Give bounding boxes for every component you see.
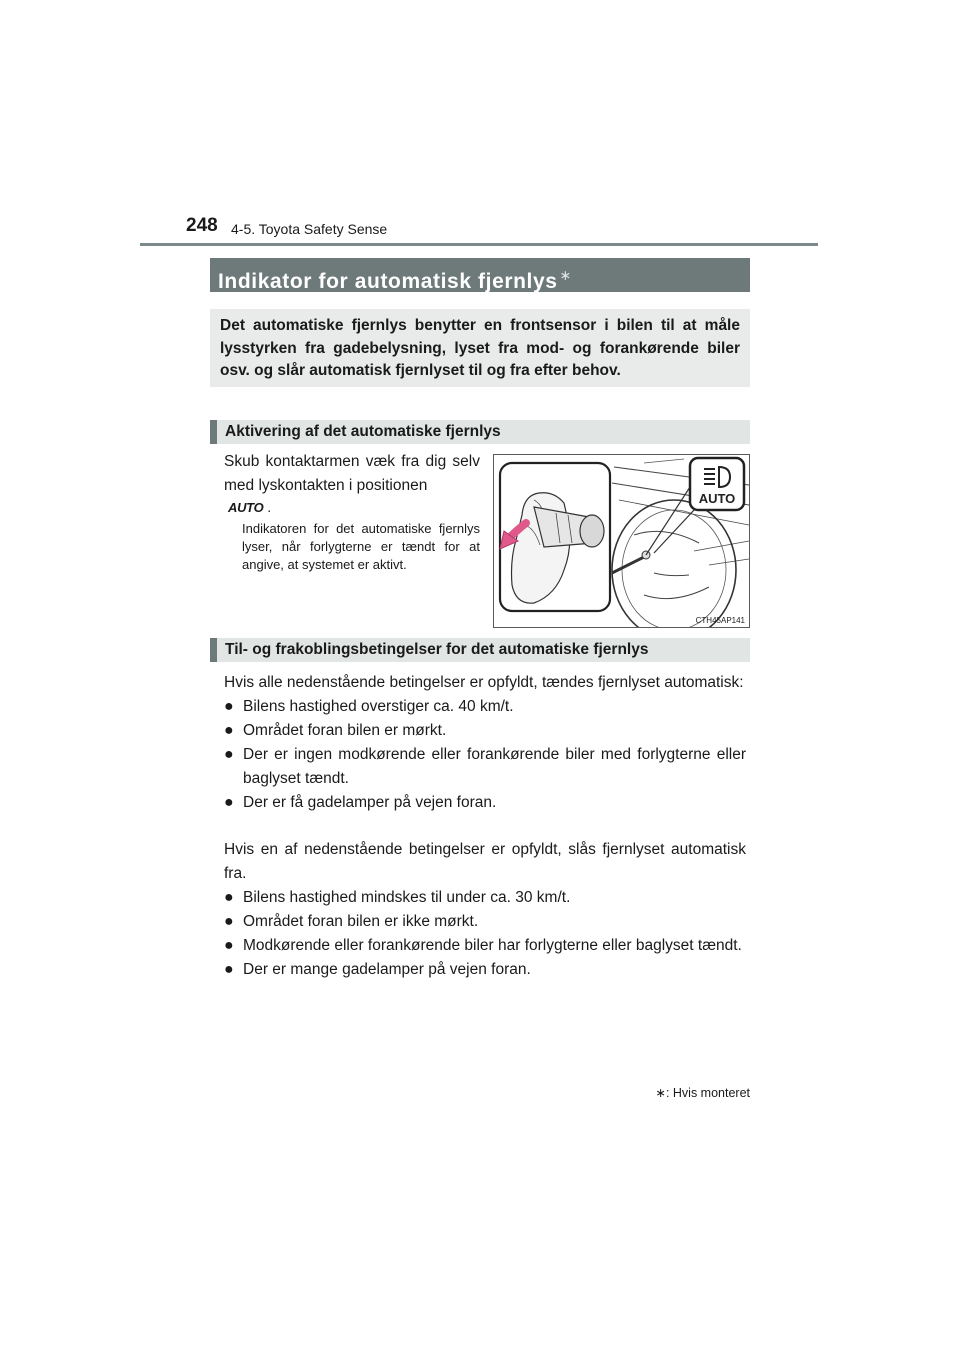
page-title-text: Indikator for automatisk fjernlys [218, 270, 558, 293]
list-item: ● Bilens hastighed mindskes til under ca. 30 km/t. [224, 886, 746, 910]
activation-step: Skub kontaktarmen væk fra dig selv med lyskontakten i positionen [224, 453, 480, 494]
bullet-icon: ● [224, 746, 234, 763]
conditions-heading: Til- og frakoblingsbetingelser for det automatiske fjernlys [210, 638, 750, 662]
bullet-icon: ● [224, 794, 234, 811]
list-item: ● Området foran bilen er ikke mørkt. [224, 910, 746, 934]
figure-code: CTH45AP141 [695, 616, 745, 625]
bullet-icon: ● [224, 722, 234, 739]
bullet-icon: ● [224, 889, 234, 906]
intro-box: Det automatiske fjernlys benytter en frontsensor i bilen til at måle lysstyrken fra gadebelysning, lyset fra mod- og forankørende biler osv. og slår automatisk fjernlyset til og fra efter behov. [210, 309, 750, 387]
title-asterisk: ∗ [559, 267, 572, 283]
on-conditions [224, 671, 746, 815]
lever-illustration [493, 454, 750, 628]
bullet-icon: ● [224, 961, 234, 978]
off-conditions [224, 838, 746, 982]
on-intro: Hvis alle nedenstående betingelser er opfyldt, tændes fjernlyset automatisk: [224, 674, 744, 691]
off-intro: Hvis en af nedenstående betingelser er opfyldt, slås fjernlyset automatisk fra. [224, 841, 746, 882]
footnote: ∗: Hvis monteret [655, 1086, 750, 1100]
auto-badge-text: AUTO [698, 491, 736, 506]
activation-heading: Aktivering af det automatiske fjernlys [210, 420, 750, 444]
section-label: 4-5. Toyota Safety Sense [231, 221, 388, 237]
auto-position-suffix: . [267, 499, 272, 515]
list-item: ● Modkørende eller forankørende biler har forlygterne eller baglyset tændt. [224, 934, 746, 958]
bullet-icon: ● [224, 698, 234, 715]
lever-illustration-drawing [494, 455, 749, 627]
header-rule [140, 243, 818, 246]
activation-note: Indikatoren for det automatiske fjernlys lyser, når forlygterne er tændt for at angive, at systemet er aktivt. [242, 521, 480, 572]
list-item: ● Bilens hastighed overstiger ca. 40 km/t. [224, 695, 746, 719]
page-title [210, 258, 750, 292]
bullet-icon: ● [224, 913, 234, 930]
list-item: ● Der er få gadelamper på vejen foran. [224, 791, 746, 815]
auto-position-label: AUTO [228, 500, 264, 515]
bullet-icon: ● [224, 937, 234, 954]
list-item: ● Der er ingen modkørende eller forankørende biler med forlygterne eller baglyset tændt. [224, 743, 746, 791]
page-number: 248 [186, 215, 218, 236]
list-item: ● Området foran bilen er mørkt. [224, 719, 746, 743]
list-item: ● Der er mange gadelamper på vejen foran. [224, 958, 746, 982]
auto-position-line [228, 497, 271, 518]
